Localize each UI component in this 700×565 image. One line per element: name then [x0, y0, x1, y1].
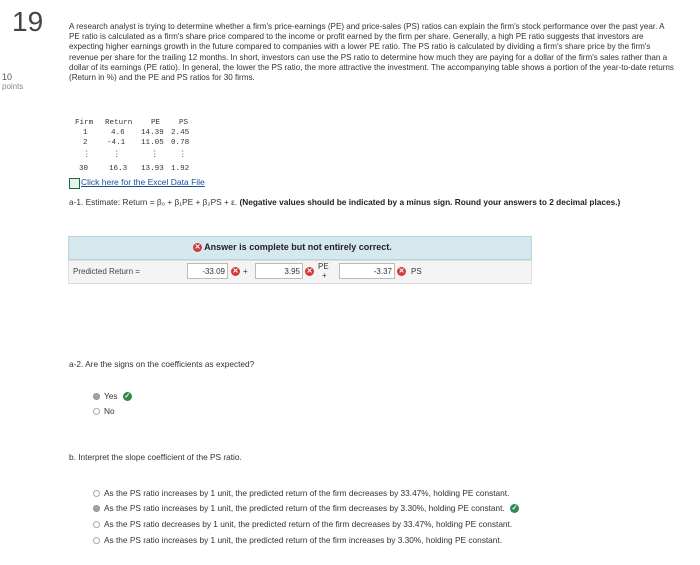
radio-button[interactable]	[93, 408, 100, 415]
banner-message	[193, 242, 392, 252]
b-option-2[interactable]	[93, 503, 519, 513]
b0-incorrect-icon: ✕	[232, 268, 239, 275]
table-cell: 2.45	[171, 129, 190, 137]
ps-variable: PS	[411, 267, 422, 276]
b0-input[interactable]: -33.09	[187, 263, 228, 279]
table-cell: 4.6	[111, 129, 125, 137]
points-box	[2, 72, 23, 92]
table-cell: 14.39	[141, 129, 164, 137]
option-label: No	[104, 406, 115, 416]
b-option-1[interactable]	[93, 488, 509, 498]
option-label: Yes	[104, 391, 118, 401]
table-header: Firm	[75, 119, 94, 127]
table-header: PS	[179, 119, 189, 127]
b-option-3[interactable]	[93, 519, 512, 529]
incorrect-icon: ✕	[194, 244, 201, 252]
predicted-return-label: Predicted Return =	[73, 267, 140, 276]
question-intro: A research analyst is trying to determine whether a firm's price-earnings (PE) and price-sales (PS) ratios can explain the firm's stock performance over the past year. A PE ratio is calculated as a firm's share price compared to the income or profit earned by the firm per share. Generally, a high PE ratio suggests that investors are expecting higher earnings growth in the future compared to companies with a lower PE ratio. The PS ratio is calculated by dividing a firm's share price by the firm's revenue per share for the trailing 12 months. In short, investors can use the PS ratio to determine how much they are paying for a dollar of the firm's sales rather than a dollar of its earnings (PE ratio). In general, the lower the PS ratio, the more attractive the investment. The accompanying table shows a portion of the year-to-date returns (Return in %) and the PE and PS ratios for 30 firms.	[69, 22, 674, 83]
table-cell: 11.05	[141, 139, 164, 147]
b1-input[interactable]: 3.95	[255, 263, 303, 279]
question-number: 19	[12, 6, 44, 37]
option-label: As the PS ratio increases by 1 unit, the predicted return of the firm decreases by 33.47%, holding PE constant.	[104, 488, 510, 498]
a1-equation-text: a-1. Estimate: Return = β₀ + β₁PE + β₂PS + ε.	[69, 197, 238, 207]
points-label: points	[2, 82, 24, 91]
radio-button-selected[interactable]	[93, 505, 100, 512]
correct-icon: ✓	[511, 505, 518, 513]
table-cell: ⋮	[151, 151, 159, 159]
table-cell: ⋮	[83, 151, 91, 159]
radio-button[interactable]	[93, 490, 100, 497]
excel-link-text[interactable]: Click here for the Excel Data File	[81, 177, 205, 187]
table-cell: ⋮	[179, 151, 187, 159]
excel-file-icon	[69, 178, 80, 189]
b-option-4[interactable]	[93, 535, 502, 545]
part-a1-prompt	[69, 197, 669, 208]
table-cell: 1.92	[171, 165, 190, 173]
option-label: As the PS ratio increases by 1 unit, the predicted return of the firm increases by 3.30%, holding PE constant.	[104, 535, 503, 545]
a1-instruction: (Negative values should be indicated by a minus sign. Round your answers to 2 decimal places.)	[239, 197, 621, 207]
b2-incorrect-icon: ✕	[398, 268, 405, 275]
plus-sign: +	[243, 267, 248, 276]
banner-text: Answer is complete but not entirely correct.	[204, 242, 392, 252]
b1-incorrect-icon: ✕	[306, 268, 313, 275]
part-a2-question: a-2. Are the signs on the coefficients as expected?	[69, 359, 255, 369]
table-cell: 13.93	[141, 165, 164, 173]
pe-variable: PE	[318, 262, 329, 271]
option-label: As the PS ratio increases by 1 unit, the predicted return of the firm decreases by 3.30%, holding PE constant.	[104, 503, 505, 513]
table-cell: 16.3	[109, 165, 128, 173]
a2-option-yes[interactable]	[93, 391, 132, 401]
points-value: 10	[2, 72, 13, 82]
b2-input[interactable]: -3.37	[339, 263, 395, 279]
table-header: PE	[151, 119, 161, 127]
table-cell: 2	[83, 139, 88, 147]
table-cell: -4.1	[107, 139, 126, 147]
table-cell: 30	[79, 165, 89, 173]
excel-data-link[interactable]	[70, 177, 205, 187]
regression-equation-row	[68, 260, 532, 284]
table-header: Return	[105, 119, 133, 127]
table-cell: 1	[83, 129, 88, 137]
a2-option-no[interactable]	[93, 406, 115, 416]
plus-sign: +	[322, 271, 327, 280]
answer-status-banner	[68, 236, 532, 260]
table-cell: ⋮	[113, 151, 121, 159]
part-b-question: b. Interpret the slope coefficient of the PS ratio.	[69, 452, 242, 462]
radio-button[interactable]	[93, 521, 100, 528]
radio-button[interactable]	[93, 537, 100, 544]
option-label: As the PS ratio decreases by 1 unit, the predicted return of the firm decreases by 33.47%, holding PE constant.	[104, 519, 513, 529]
table-cell: 0.78	[171, 139, 190, 147]
correct-icon: ✓	[124, 393, 131, 401]
radio-button-selected[interactable]	[93, 393, 100, 400]
